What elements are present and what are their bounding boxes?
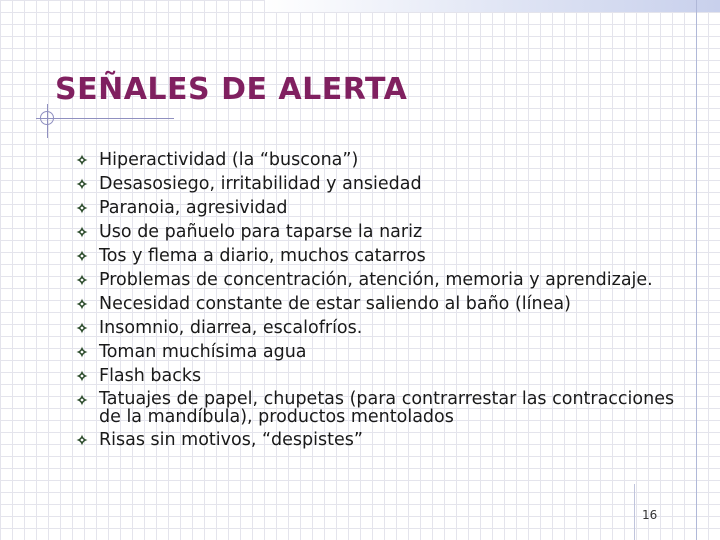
list-item — [76, 430, 676, 450]
list-item — [76, 390, 676, 426]
fleuron-diamond-icon — [76, 394, 88, 406]
list-item — [76, 366, 676, 386]
list-item-text: Paranoia, agresividad — [99, 198, 288, 218]
list-item-text: Tos y flema a diario, muchos catarros — [99, 246, 426, 266]
fleuron-diamond-icon — [76, 154, 88, 166]
list-item — [76, 342, 676, 362]
list-item-text: Necesidad constante de estar saliendo al baño (línea) — [99, 294, 571, 314]
list-item-text: Flash backs — [99, 366, 202, 386]
slide-title: SEÑALES DE ALERTA — [55, 72, 408, 107]
bullet-list — [76, 150, 676, 454]
list-item — [76, 294, 676, 314]
list-item-text: Insomnio, diarrea, escalofríos. — [99, 318, 363, 338]
list-item-text: Problemas de concentración, atención, memoria y aprendizaje. — [99, 270, 653, 290]
list-item — [76, 270, 676, 290]
list-item-text: Uso de pañuelo para taparse la nariz — [99, 222, 423, 242]
page-number-rule — [634, 484, 635, 540]
fleuron-diamond-icon — [76, 250, 88, 262]
list-item-text: Hiperactividad (la “buscona”) — [99, 150, 359, 170]
fleuron-diamond-icon — [76, 370, 88, 382]
fleuron-diamond-icon — [76, 322, 88, 334]
right-vertical-rule — [696, 0, 697, 540]
fleuron-diamond-icon — [76, 202, 88, 214]
list-item — [76, 246, 676, 266]
list-item — [76, 174, 676, 194]
list-item-text: Desasosiego, irritabilidad y ansiedad — [99, 174, 422, 194]
list-item — [76, 222, 676, 242]
list-item — [76, 150, 676, 170]
list-item — [76, 198, 676, 218]
fleuron-diamond-icon — [76, 346, 88, 358]
list-item — [76, 318, 676, 338]
list-item-text: Toman muchísima agua — [99, 342, 307, 362]
header-gradient-band — [265, 0, 720, 12]
fleuron-diamond-icon — [76, 178, 88, 190]
list-item-text: Risas sin motivos, “despistes” — [99, 430, 363, 450]
fleuron-diamond-icon — [76, 434, 88, 446]
fleuron-diamond-icon — [76, 226, 88, 238]
list-item-text: Tatuajes de papel, chupetas (para contrarrestar las contracciones de la mandíbula), productos mentolados — [99, 389, 675, 427]
fleuron-diamond-icon — [76, 274, 88, 286]
page-number: 16 — [642, 508, 658, 522]
title-crosshair-circle — [40, 111, 54, 125]
fleuron-diamond-icon — [76, 298, 88, 310]
title-underline — [36, 118, 174, 119]
